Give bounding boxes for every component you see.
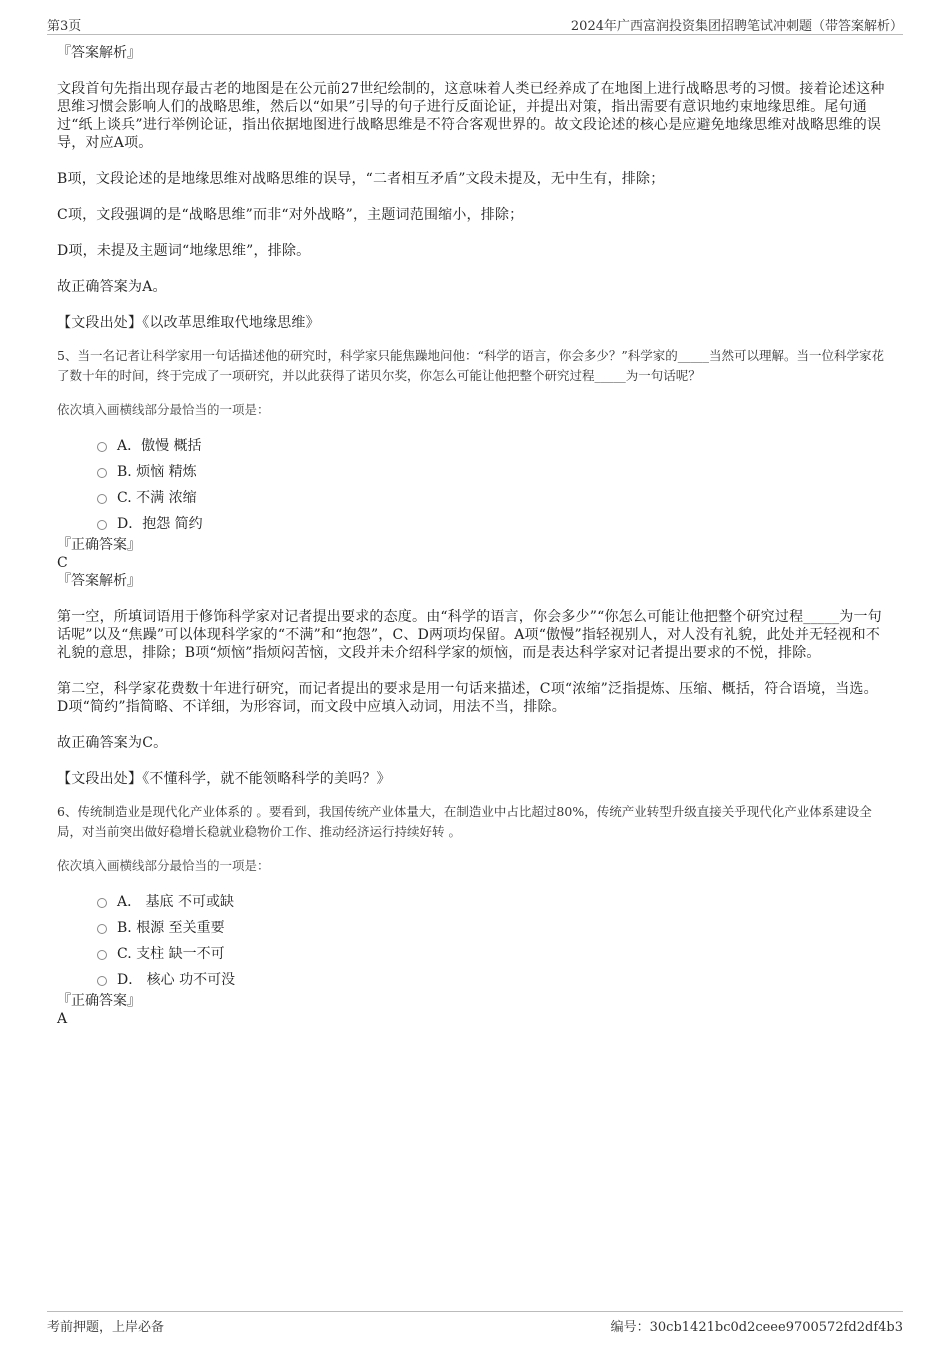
analysis-paragraph: 第二空，科学家花费数十年进行研究，而记者提出的要求是用一句话来描述，C项“浓缩”泛指提炼、压缩、概括，符合语境，当选。D项“简约”指简略、不详细，为形容词，而文段中应填入动词，用法不当，排除。 — [57, 681, 878, 715]
answer-label: 『正确答案』 — [57, 537, 141, 553]
analysis-paragraph: 第一空，所填词语用于修饰科学家对记者提出要求的态度。由“科学的语言，你会多少”“你怎么可能让他把整个研究过程_____为一句话呢”以及“焦躁”可以体现科学家的“不满”和“抱怨”，C、D两项均保留。A项“傲慢”指轻视别人，对人没有礼貌，此处并无轻视和不礼貌的意思，排除；B项“烦恼”指烦闷苦恼，文段并未介绍科学家的烦恼，而是表达科学家对记者提出要求的不悦，排除。 — [57, 609, 882, 661]
option-label: B. 烦恼 精炼 — [117, 464, 197, 480]
analysis-paragraph: C项，文段强调的是“战略思维”而非“对外战略”，主题词范围缩小，排除； — [57, 207, 524, 223]
conclusion: 故正确答案为C。 — [57, 735, 168, 751]
radio-icon[interactable] — [97, 494, 107, 504]
option-label: B. 根源 至关重要 — [117, 920, 225, 936]
page-footer — [47, 1311, 903, 1336]
analysis-paragraph: B项，文段论述的是地缘思维对战略思维的误导，“二者相互矛盾”文段未提及，无中生有，排除； — [57, 171, 665, 187]
answer-label: 『正确答案』 — [57, 993, 141, 1009]
question-5-options — [97, 432, 887, 536]
option-label: C. 不满 浓缩 — [117, 490, 197, 506]
option-a[interactable] — [97, 432, 887, 458]
radio-icon[interactable] — [97, 442, 107, 452]
option-c[interactable] — [97, 484, 887, 510]
page-number: 第3页 — [47, 19, 82, 34]
question-6-instruction: 依次填入画横线部分最恰当的一项是： — [57, 858, 270, 873]
question-5-stem: 5、当一名记者让科学家用一句话描述他的研究时，科学家只能焦躁地问他：“科学的语言，你会多少？”科学家的_____当然可以理解。当一位科学家花了数十年的时间，终于完成了一项研究，并以此获得了诺贝尔奖，你怎么可能让他把整个研究过程_____为一句话呢？ — [57, 348, 884, 383]
page-header — [47, 14, 903, 35]
analysis-paragraph: D项，未提及主题词“地缘思维”，排除。 — [57, 243, 311, 259]
option-label: D． 核心 功不可没 — [117, 972, 236, 988]
radio-icon[interactable] — [97, 898, 107, 908]
option-d[interactable] — [97, 510, 887, 536]
page-content — [57, 44, 887, 1028]
answer-value: A — [57, 1011, 68, 1027]
option-label: A． 基底 不可或缺 — [117, 894, 235, 910]
radio-icon[interactable] — [97, 468, 107, 478]
radio-icon[interactable] — [97, 520, 107, 530]
radio-icon[interactable] — [97, 950, 107, 960]
option-b[interactable] — [97, 458, 887, 484]
source: 【文段出处】《不懂科学，就不能领略科学的美吗？》 — [57, 771, 391, 787]
conclusion: 故正确答案为A。 — [57, 279, 167, 295]
answer-value: C — [57, 555, 68, 571]
question-6-stem: 6、传统制造业是现代化产业体系的 。要看到，我国传统产业体量大，在制造业中占比超过80%，传统产业转型升级直接关乎现代化产业体系建设全局，对当前突出做好稳增长稳就业稳物价工作、推动经济运行持续好转 。 — [57, 804, 872, 839]
radio-icon[interactable] — [97, 976, 107, 986]
option-b[interactable] — [97, 914, 887, 940]
option-label: C. 支柱 缺一不可 — [117, 946, 225, 962]
question-5-instruction: 依次填入画横线部分最恰当的一项是： — [57, 402, 270, 417]
document-title: 2024年广西富润投资集团招聘笔试冲刺题（带答案解析） — [570, 19, 903, 34]
analysis-label: 『答案解析』 — [57, 45, 141, 61]
option-a[interactable] — [97, 888, 887, 914]
question-6-options — [97, 888, 887, 992]
source: 【文段出处】《以改革思维取代地缘思维》 — [57, 315, 320, 331]
option-d[interactable] — [97, 966, 887, 992]
footer-slogan: 考前押题，上岸必备 — [47, 1320, 165, 1335]
document-id: 编号：30cb1421bc0d2ceee9700572fd2df4b3 — [610, 1320, 903, 1335]
analysis-paragraph: 文段首句先指出现存最古老的地图是在公元前27世纪绘制的，这意味着人类已经养成了在地图上进行战略思考的习惯。接着论述这种思维习惯会影响人们的战略思维，然后以“如果”引导的句子进行反面论证，并提出对策，指出需要有意识地约束地缘思维。尾句通过“纸上谈兵”进行举例论证，指出依据地图进行战略思维是不符合客观世界的。故文段论述的核心是应避免地缘思维对战略思维的误导，对应A项。 — [57, 81, 885, 151]
option-label: A．傲慢 概括 — [117, 438, 202, 454]
option-c[interactable] — [97, 940, 887, 966]
analysis-label: 『答案解析』 — [57, 573, 141, 589]
option-label: D．抱怨 简约 — [117, 516, 203, 532]
radio-icon[interactable] — [97, 924, 107, 934]
